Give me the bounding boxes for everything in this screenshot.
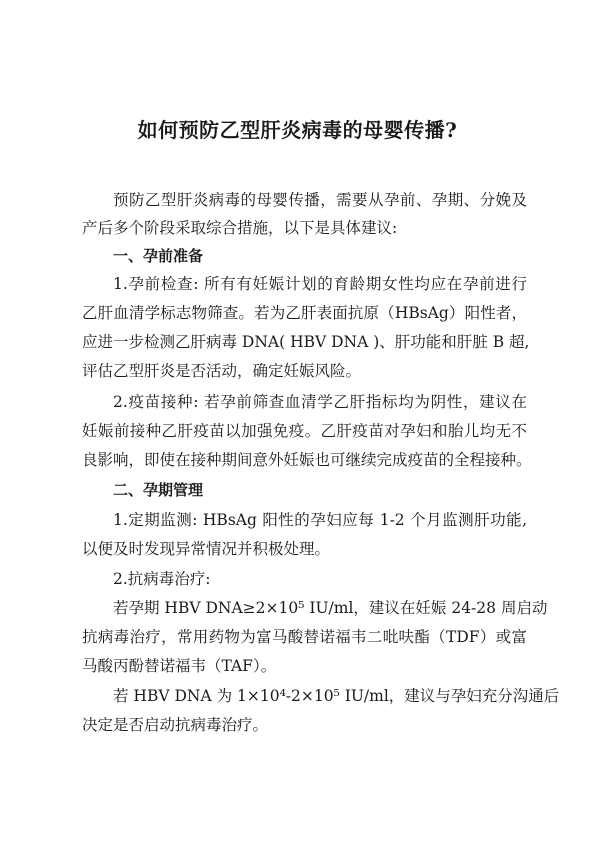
paragraph-line: 抗病毒治疗，常用药物为富马酸替诺福韦二吡呋酯（TDF）或富 [82, 628, 527, 646]
paragraph-line: 2.抗病毒治疗: [113, 570, 211, 588]
paragraph-line: 预防乙型肝炎病毒的母婴传播，需要从孕前、孕期、分娩及 [113, 191, 527, 209]
paragraph-line: 马酸丙酚替诺福韦（TAF）。 [82, 657, 277, 675]
paragraph-line: 应进一步检测乙肝病毒 DNA( HBV DNA )、肝功能和肝脏 B 超, [82, 333, 530, 351]
paragraph-line: 评估乙型肝炎是否活动，确定妊娠风险。 [82, 362, 362, 380]
paragraph-line: 若孕期 HBV DNA≥2×10⁵ IU/ml，建议在妊娠 24-28 周启动 [113, 599, 548, 617]
paragraph-line: 2.疫苗接种: 若孕前筛查血清学乙肝指标均为阴性，建议在 [113, 393, 527, 411]
paragraph-line: 决定是否启动抗病毒治疗。 [82, 716, 269, 734]
paragraph-line: 产后多个阶段采取综合措施，以下是具体建议: [82, 219, 398, 237]
paragraph-line: 乙肝血清学标志物筛查。若为乙肝表面抗原（HBsAg）阳性者， [82, 304, 527, 322]
paragraph-line: 妊娠前接种乙肝疫苗以加强免疫。乙肝疫苗对孕妇和胎儿均无不 [82, 422, 527, 440]
section-heading: 二、孕期管理 [113, 481, 204, 499]
section-heading: 一、孕前准备 [113, 247, 204, 265]
document-title: 如何预防乙型肝炎病毒的母婴传播? [137, 118, 458, 142]
paragraph-line: 1.孕前检查: 所有有妊娠计划的育龄期女性均应在孕前进行 [113, 275, 527, 293]
paragraph-line: 以便及时发现异常情况并积极处理。 [82, 540, 331, 558]
paragraph-line: 若 HBV DNA 为 1×10⁴-2×10⁵ IU/ml，建议与孕妇充分沟通后 [113, 687, 560, 705]
paragraph-line: 良影响，即使在接种期间意外妊娠也可继续完成疫苗的全程接种。 [82, 451, 532, 469]
paragraph-line: 1.定期监测: HBsAg 阳性的孕妇应每 1-2 个月监测肝功能, [113, 511, 527, 529]
